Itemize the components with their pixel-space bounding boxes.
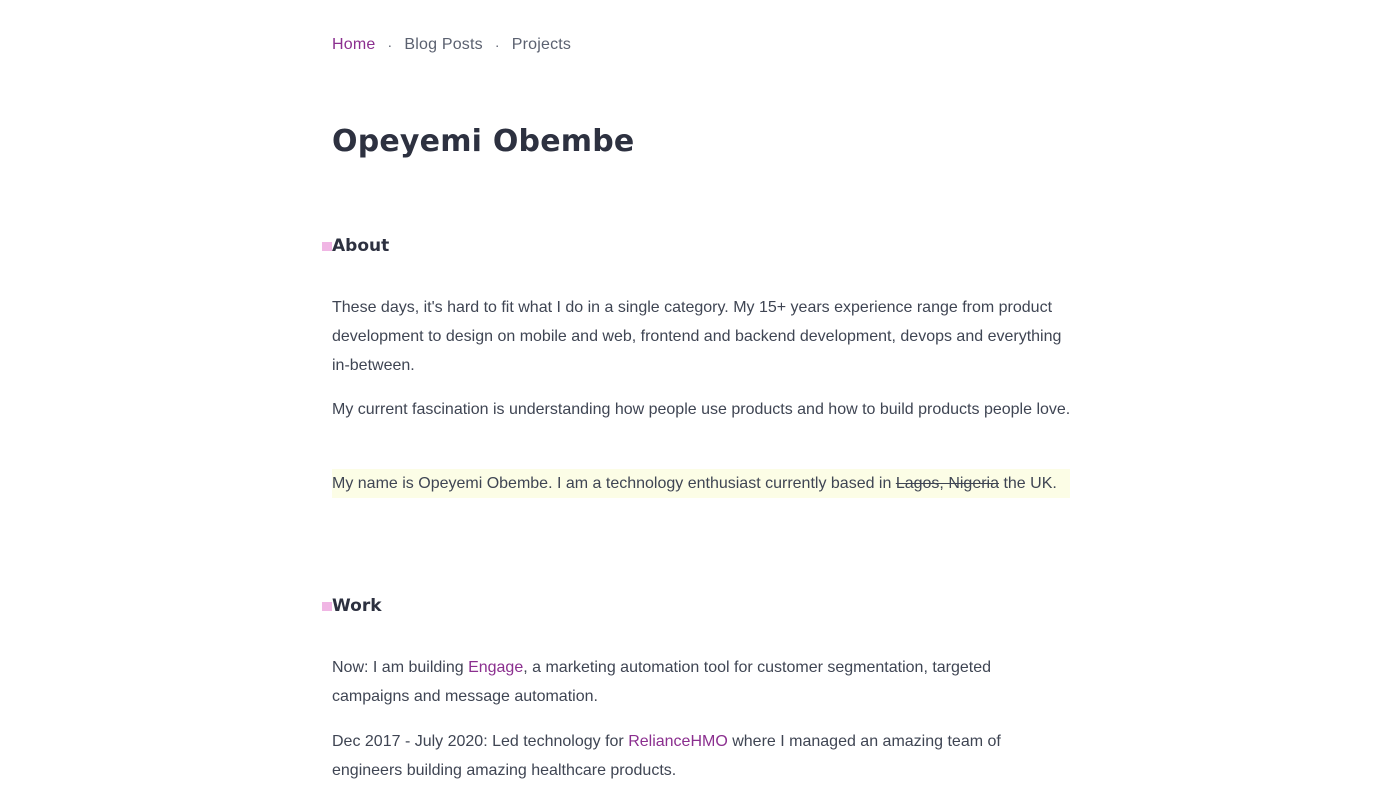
work-past-text-end: where I managed an amazing team of engineers building amazing healthcare products.: [332, 733, 1001, 779]
page-title: Opeyemi Obembe: [332, 124, 635, 159]
about-p3-text: My name is Opeyemi Obembe. I am a technology enthusiast currently based in: [332, 475, 896, 492]
about-p3-text-end: the UK.: [999, 475, 1057, 492]
heading-marker: [322, 602, 332, 611]
engage-link[interactable]: Engage: [468, 659, 524, 676]
nav-projects-link[interactable]: Projects: [511, 36, 572, 53]
nav-separator: ·: [387, 37, 393, 53]
about-heading: [332, 236, 389, 256]
about-paragraph-3: [332, 469, 1070, 498]
work-now-text-end: , a marketing automation tool for customer segmentation, targeted campaigns and message automation.: [332, 659, 992, 705]
about-heading-text: About: [332, 236, 390, 256]
about-paragraph-2: My current fascination is understanding how people use products and how to build products people love.: [332, 401, 1071, 418]
work-heading: [332, 596, 382, 616]
nav-separator: ·: [494, 37, 500, 53]
strikethrough-location: Lagos, Nigeria: [895, 475, 999, 492]
nav-home-link[interactable]: Home: [332, 36, 376, 53]
heading-marker: [322, 242, 332, 251]
work-heading-text: Work: [332, 596, 382, 616]
about-paragraph-1: These days, it's hard to fit what I do in a single category. My 15+ years experience range from product development to design on mobile and web, frontend and backend development, devops and everything in-between.: [332, 299, 1062, 374]
work-now-paragraph: [332, 653, 1072, 711]
work-past-paragraph: [332, 727, 1072, 785]
work-now-text: Now: I am building: [332, 659, 469, 676]
nav-blog-posts-link[interactable]: Blog Posts: [404, 36, 483, 53]
work-past-text: Dec 2017 - July 2020: Led technology for: [332, 733, 629, 750]
reliancehmo-link[interactable]: RelianceHMO: [628, 733, 728, 750]
top-nav: [332, 36, 571, 54]
